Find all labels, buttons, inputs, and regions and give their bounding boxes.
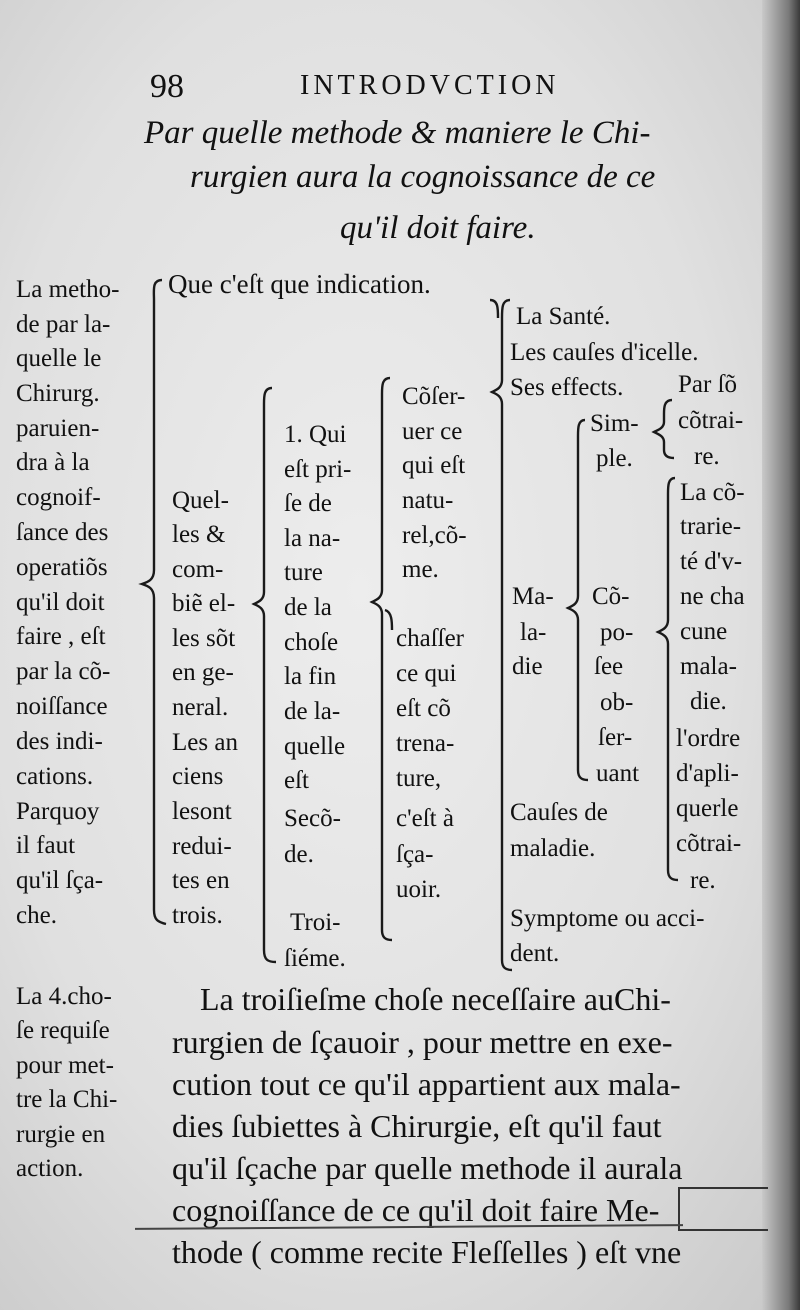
brace-coserver [492,300,512,970]
margin-line: Chirurg. [16,380,100,407]
brace-simple [654,400,674,458]
margin-line: qu'il doit [16,589,105,616]
margin-line: cognoif- [16,484,101,511]
title-line-1: Par quelle methode & maniere le Chi- [144,115,651,151]
table-cell: Sim- [590,410,639,437]
table-cell: ce qui [396,660,457,687]
table-cell: ſee [594,653,624,680]
table-cell: rel,cõ- [402,522,467,549]
table-cell: té d'v- [680,548,743,575]
brace-quelles [254,388,276,962]
table-cell: Ses effects. [510,374,624,401]
margin-line: par la cõ- [16,658,111,685]
table-cell: Cauſes de [510,799,608,826]
table-cell: La cõ- [680,479,745,506]
table-cell: mala- [680,653,737,680]
table-cell: dent. [510,940,560,967]
body-line: cognoiſſance de ce qu'il doit faire Me- [172,1192,660,1228]
table-cell: tes en [172,867,230,894]
table-cell: cune [680,618,728,645]
brace-qui [372,378,392,940]
margin-line: tre la Chi- [16,1086,118,1113]
table-cell: biẽ el- [172,590,236,617]
table-cell: 1. Qui [284,421,347,448]
table-cell: ſer- [598,724,633,751]
table-cell: trena- [396,730,455,757]
que-indication: Que c'eſt que indication. [168,269,431,299]
table-cell: eſt [284,767,309,794]
table-cell: ple. [596,445,633,472]
table-cell: Les an [172,729,238,756]
table-cell: de la [284,594,332,621]
margin-line: Parquoy [16,798,100,825]
margin-line: rurgie en [16,1121,106,1148]
margin-line: quelle le [16,345,102,372]
table-cell: la na- [284,525,341,552]
table-cell: querle [676,795,739,822]
table-cell: eſt pri- [284,456,352,483]
table-cell: La Santé. [516,303,611,330]
table-cell: ſe de [284,490,332,517]
table-cell: Cõſer- [402,383,466,410]
table-cell: cõtrai- [676,830,742,857]
table-cell: Symptome ou acci- [510,905,705,932]
margin-line: noiſſance [16,693,108,720]
body-line: rurgien de ſçauoir , pour mettre en exe- [172,1024,673,1060]
table-cell: natu- [402,487,454,514]
margin-line: il faut [16,832,76,859]
margin-line: cations. [16,763,94,790]
table-cell: ſiéme. [284,945,346,972]
margin-line: action. [16,1155,84,1182]
margin-line: ſance des [16,519,109,546]
margin-line: paruien- [16,415,100,442]
table-cell: ſça- [396,841,434,868]
table-cell: maladie. [510,835,596,862]
table-cell: de la- [284,698,341,725]
table-cell: chaſſer [396,625,465,652]
margin-line: La 4.cho- [16,983,112,1010]
table-cell: die [512,653,543,680]
table-cell: en ge- [172,659,234,686]
table-cell: re. [694,443,720,470]
table-cell: ob- [600,689,634,716]
body-line: cution tout ce qu'il appartient aux mala- [172,1066,681,1102]
body-line: qu'il ſçache par quelle methode il aurala [172,1150,683,1186]
margin-line: La metho- [16,276,120,303]
table-cell: trois. [172,902,223,929]
handwritten-box [678,1187,768,1231]
margin-line: de par la- [16,311,111,338]
table-cell: re. [690,867,716,894]
table-cell: les sõt [172,625,236,652]
table-cell: la- [520,619,547,646]
table-cell: ture [284,559,323,586]
margin-line: che. [16,902,57,929]
table-cell: uant [596,760,640,787]
table-cell: uoir. [396,876,442,903]
table-cell: choſe [284,629,339,656]
margin-line: dra à la [16,449,90,476]
table-cell: Secõ- [284,805,341,832]
table-cell: Cõ- [592,583,630,610]
table-cell: les & [172,521,226,548]
table-cell: cõtrai- [678,407,744,434]
table-cell: c'eſt à [396,805,454,832]
table-cell: com- [172,556,224,583]
margin-line: ſe requiſe [16,1017,110,1044]
running-head: INTRODVCTION [300,70,560,101]
margin-line: pour met- [16,1052,114,1079]
margin-line: des indi- [16,728,103,755]
table-cell: die. [690,688,727,715]
table-cell: d'apli- [676,760,739,787]
table-cell: ne cha [680,583,745,610]
table-cell: ture, [396,765,442,792]
table-cell: de. [284,841,314,868]
table-cell: quelle [284,733,346,760]
table-cell: neral. [172,694,229,721]
table-cell: po- [600,619,634,646]
table-cell: Quel- [172,487,229,514]
margin-line: qu'il ſça- [16,867,104,894]
margin-line: operatiõs [16,554,108,581]
brace-causes [490,300,498,318]
table-cell: la fin [284,663,337,690]
table-cell: trarie- [680,513,742,540]
table-cell: redui- [172,833,232,860]
table-cell: ciens [172,763,224,790]
table-cell: Troi- [290,909,341,936]
table-cell: eſt cõ [396,695,451,722]
body-line: thode ( comme recite Fleſſelles ) eſt vne [172,1234,682,1270]
table-cell: Par ſõ [678,371,738,398]
margin-line: faire , eſt [16,623,106,650]
table-cell: me. [402,556,439,583]
table-cell: l'ordre [676,725,741,752]
brace-qui-chasser [385,610,392,630]
page-number: 98 [150,68,184,105]
table-cell: Les cauſes d'icelle. [510,339,699,366]
table-cell: uer ce [402,418,463,445]
table-cell: lesont [172,798,232,825]
brace-maladie [568,420,588,780]
table-cell: Ma- [512,583,554,610]
table-cell: qui eſt [402,452,466,479]
title-line-3: qu'il doit faire. [340,210,536,246]
body-line: dies ſubiettes à Chirurgie, eſt qu'il faut [172,1108,662,1144]
title-line-2: rurgien aura la cognoissance de ce [190,159,656,195]
body-line: La troiſieſme choſe neceſſaire auChi- [200,981,671,1017]
brace-contrariete [658,478,678,880]
brace-main [142,280,166,924]
